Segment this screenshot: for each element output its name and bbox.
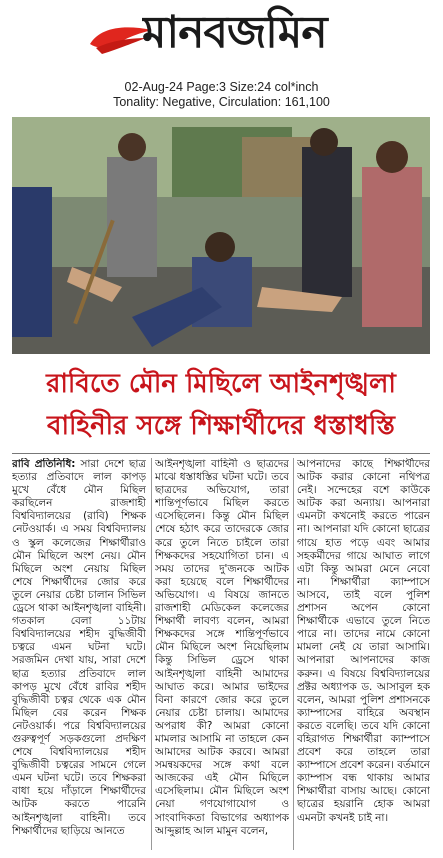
newspaper-name: মানবজমিন	[142, 7, 327, 58]
column-divider	[151, 458, 152, 850]
headline-line1: রাবিতে মৌন মিছিলে আইনশৃঙ্খলা	[46, 369, 396, 399]
article-column-1-text: সারা দেশে ছাত্র হত্যার প্রতিবাদে লাল কাপড় মুখে বেঁধে মৌন মিছিল করছিলেন রাজশাহী বিশ্ববিদ্যালয়ের (রাবি) শিক্ষক নেটওয়ার্ক। এ সময় বিশ্ববিদ্যালয় ও স্কুল কলেজের শিক্ষার্থীরাও মৌন মিছিলে অংশ নেয়। মৌন মিছিলে অংশ নেয়ায় মিছিল শেষে শিক্ষার্থীদের জোর করে তুলে নেয়ার চেষ্টা চালান সিভিল ড্রেসে থাকা আইনশৃঙ্খলা বাহিনী। গতকাল বেলা ১১টায় বিশ্ববিদ্যালয়ের শহীদ বুদ্ধিজীবী চত্বরে এমন ঘটনা ঘটে। সরজমিন দেখা যায়, সারা দেশে ছাত্র হত্যার প্রতিবাদে লাল কাপড় মুখে বেঁধে রাবির শহীদ বুদ্ধিজীবী চত্বর থেকে এক মৌন মিছিল বের করেন শিক্ষক নেটওয়ার্ক। পরে বিশ্ববিদ্যালয়ের গুরুত্বপূর্ণ সড়কগুলো প্রদক্ষিণ শেষে বিশ্ববিদ্যালয়ের শহীদ বুদ্ধিজীবী চত্বরের সামনে গেলে এমন ঘটনা ঘটে। তবে শিক্ষকরা বাধা হয়ে দাঁড়ালে শিক্ষার্থীদের আটক করতে পারেনি আইনশৃঙ্খলা বাহিনী। তবে শিক্ষার্থীদের ছাড়িয়ে আনতে	[12, 458, 146, 837]
clip-meta-line2: Tonality: Negative, Circulation: 161,100	[113, 95, 330, 109]
article-column-1	[12, 458, 146, 850]
article-column-3: আপনাদের কাছে শিক্ষার্থীদের আটক করার কোনো নথিপত্র নেই। সন্দেহের বশে কাউকে আটক করা অন্যায়। আপনারা এমনটা কখনোই করতে পারেন না। আপনারা যদি কোনো ছাত্রের গায়ে হাত পড়ে এবং আমার সহকর্মীদের গায়ে আঘাত লাগে এটা কিন্তু আমরা মেনে নেবো না। শিক্ষার্থীরা ক্যাম্পাসে আসবে, তাই বলে পুলিশ প্রশাসন অপেন কোনো শিক্ষার্থীকে এভাবে তুলে নিতে পারে না। তাদের নামে কোনো মামলা নেই যে তারা আসামি। আপনারা আপনাদের কাজ করুন। এ বিষয়ে বিশ্ববিদ্যালয়ের প্রক্টর অধ্যাপক ড. আসাবুল হক বলেন, আমরা পুলিশ প্রশাসনকে ক্যাম্পাসের বাহিরে অবস্থান করতে বলেছি। তবে যদি কোনো বহিরাগত শিক্ষার্থীরা ক্যাম্পাসে প্রবেশ করে তাহলে তারা ক্যাম্পাসে প্রবেশ করেন। বর্তমানে ক্যাম্পাস বন্ধ থাকায় আমার শিক্ষার্থীরা বাসায় আছে। কোনো ছাত্রের হয়রানি হোক আমরা এমনটা কখনই চাই না।	[297, 458, 430, 824]
column-divider	[293, 458, 294, 850]
clip-meta	[0, 80, 443, 110]
headline-divider	[12, 453, 430, 454]
headline-line2: বাহিনীর সঙ্গে শিক্ষার্থীদের ধস্তাধস্তি	[46, 411, 395, 441]
byline: রাবি প্রতিনিধি:	[12, 458, 76, 470]
headline	[12, 362, 430, 450]
news-photo	[12, 117, 430, 354]
news-photo-icon	[12, 117, 430, 354]
article-column-2: আইনশৃঙ্খলা বাহিনী ও ছাত্রদের মাঝে ধস্তাধস্তির ঘটনা ঘটে। তবে ছাত্রদের অভিযোগ, তারা শান্তিপূর্ণভাবে মিছিল করতে এসেছিলেন। কিন্তু মৌন মিছিল শেষে হঠাৎ করে তাদেরকে জোর করে তুলে নিতে চাইলে তারা শিক্ষকদের সহযোগিতা চান। এ সময় তাদের দু'জনকে আটক করা হয়েছে বলে শিক্ষার্থীদের অভিযোগ। এ বিষয়ে জানতে রাজশাহী মেডিকেল কলেজের শিক্ষার্থী লাবণ্য বলেন, আমরা শিক্ষকদের সঙ্গে শান্তিপূর্ণভাবে মৌন মিছিলে অংশ নিয়েছিলাম কিন্তু সিভিল ড্রেসে থাকা আইনশৃঙ্খলা বাহিনী আমাদের আঘাত করে। আমার ভাইদের বিনা কারণে জোর করে তুলে নেয়ার চেষ্টা চালায়। আমাদের অপরাধ কী? আমরা কোনো মামলার আসামি না তাহলে কেন আমাদের আটক করবে। আমরা সমন্বয়কদের সঙ্গে কথা বলে আজকের এই মৌন মিছিলে এসেছিলাম। মৌন মিছিলে অংশ নেয়া গণযোগাযোগ ও সাংবাদিকতা বিভাগের অধ্যাপক আব্দুল্লাহ আল মামুন বলেন,	[155, 458, 289, 837]
article-body	[12, 458, 430, 850]
clip-meta-line1: 02-Aug-24 Page:3 Size:24 col*inch	[124, 80, 319, 94]
masthead	[0, 0, 443, 78]
